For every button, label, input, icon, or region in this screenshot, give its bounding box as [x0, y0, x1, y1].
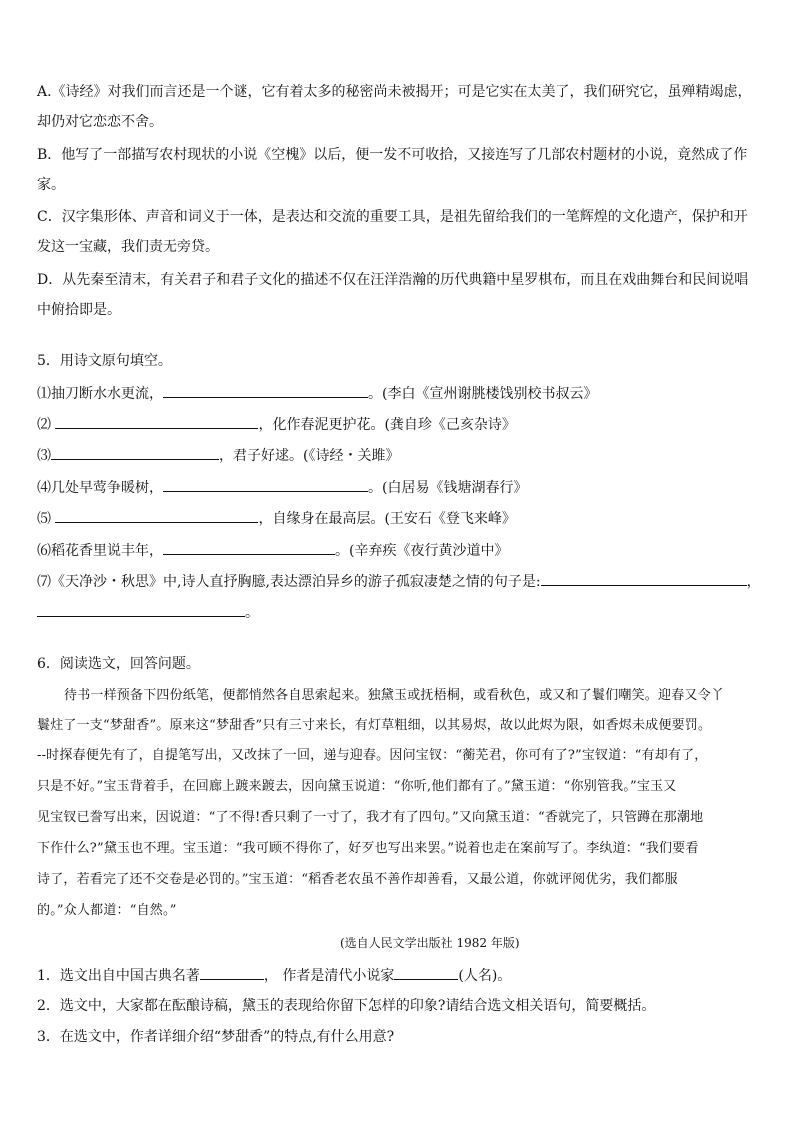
q5-item-4-pre: ⑷几处早莺争暖树，	[37, 480, 163, 496]
q5-item-2-pre: ⑵	[37, 417, 51, 433]
q6-passage-line1: 待书一样预备下四份纸笔，便都悄然各自思索起来。独黛玉或抚梧桐，或看秋色，或又和了鬟们嘲笑。迎春又令丫	[64, 688, 725, 703]
q6-sub1-b: ， 作者是清代小说家	[263, 968, 395, 984]
q6-sub1	[37, 965, 762, 986]
q5-item-5-pre: ⑸	[37, 511, 51, 527]
q6-passage-line2: 鬟炷了一支“梦甜香”。原来这“梦甜香”只有三寸来长，有灯草粗细，以其易烬，故以此烬为限，如香烬未成便要罚。	[37, 718, 712, 733]
q5-blank-7a[interactable]	[541, 571, 747, 586]
q5-blank-1[interactable]	[163, 383, 368, 398]
q6-passage-line5: 见宝钗已誊写出来，因说道：“了不得!香只剩了一寸了，我才有了四句。”又向黛玉道：“香就完了，只管蹲在那潮地	[37, 810, 704, 825]
q5-item-7-comma: ，	[746, 574, 761, 590]
option-a-line1: A.《诗经》对我们而言还是一个谜，它有着太多的秘密尚未被揭开；可是它实在太美了，我们研究它，虽殚精竭虑，	[37, 84, 752, 100]
q5-item-3-post: ，君子好逑。(《诗经・关雎》	[219, 448, 400, 464]
q5-item-1	[37, 383, 762, 404]
q5-blank-3[interactable]	[51, 445, 219, 460]
option-a-line2: 却仍对它恋恋不舍。	[37, 114, 163, 130]
q5-item-5	[37, 508, 762, 529]
q6-passage-line4: 只是不好。”宝玉背着手，在回廊上踱来踱去，因向黛玉说道：“你听,他们都有了。”黛玉道：“你别管我。”宝玉又	[37, 779, 677, 794]
q6-blank-author[interactable]	[394, 965, 458, 980]
option-d-line2: 中俯拾即是。	[37, 302, 121, 318]
q5-item-3-pre: ⑶	[37, 448, 51, 464]
q5-item-6-pre: ⑹稻花香里说丰年，	[37, 543, 163, 559]
q6-sub1-a: 1．选文出自中国古典名著	[37, 968, 200, 984]
q6-passage-line7: 诗了，若看完了还不交卷是必罚的。”宝玉道：“稻香老农虽不善作却善看，又最公道，你就评阅优劣，我们都服	[37, 872, 678, 887]
q5-blank-2[interactable]	[55, 414, 258, 429]
option-b-line1: B．他写了一部描写农村现状的小说《空槐》以后，便一发不可收拾，又接连写了几部农村题材的小说，竟然成了作	[37, 147, 748, 163]
q5-item-7-pre: ⑺《天净沙・秋思》中,诗人直抒胸臆,表达漂泊异乡的游子孤寂凄楚之情的句子是:	[37, 574, 541, 590]
q6-blank-book[interactable]	[200, 965, 264, 980]
q5-item-6-post: 。(辛弃疾《夜行黄沙道中》	[335, 543, 509, 559]
q5-item-7-end: 。	[245, 605, 259, 621]
q6-passage-line6: 下作什么?”黛玉也不理。宝玉道：“我可顾不得你了，好歹也写出来罢。”说着也走在案前写了。李纨道：“我们要看	[37, 841, 699, 856]
q5-blank-4[interactable]	[163, 477, 368, 492]
q5-blank-5[interactable]	[55, 508, 258, 523]
q5-title: 5．用诗文原句填空。	[37, 353, 172, 369]
q5-item-7-cont	[37, 602, 762, 623]
q5-item-2-post: ，化作春泥更护花。(龚自珍《己亥杂诗》	[258, 417, 516, 433]
q5-item-4	[37, 477, 762, 498]
q5-item-2	[37, 414, 762, 435]
q6-sub2: 2．选文中，大家都在酝酿诗稿，黛玉的表现给你留下怎样的印象?请结合选文相关语句，简要概括。	[37, 998, 656, 1014]
q6-passage-line3: --时探春便先有了，自提笔写出，又改抹了一回，递与迎春。因问宝钗：“蘅芜君，你可有了?”宝钗道：“有却有了，	[37, 748, 708, 763]
option-d-line1: D．从先秦至清末，有关君子和君子文化的描述不仅在汪洋浩瀚的历代典籍中星罗棋布，而且在戏曲舞台和民间说唱	[37, 272, 749, 288]
option-c-line2: 发这一宝藏，我们责无旁贷。	[37, 239, 219, 255]
q5-item-4-post: 。(白居易《钱塘湖春行》	[368, 480, 528, 496]
option-c-line1: C．汉字集形体、声音和词义于一体，是表达和交流的重要工具，是祖先留给我们的一笔辉煌的文化遗产，保护和开	[37, 209, 748, 225]
q6-sub3: 3．在选文中，作者详细介绍“梦甜香”的特点,有什么用意?	[37, 1029, 395, 1045]
q6-passage-line8: 的。”众人都道：“自然。”	[37, 903, 177, 918]
q5-item-5-post: ，自缘身在最高层。(王安石《登飞来峰》	[258, 511, 516, 527]
q5-item-3	[37, 445, 762, 466]
q5-item-1-pre: ⑴抽刀断水水更流，	[37, 386, 163, 402]
q5-item-7	[37, 571, 762, 592]
q5-item-1-post: 。(李白《宣州谢朓楼饯别校书叔云》	[368, 386, 598, 402]
q5-blank-6[interactable]	[163, 540, 335, 555]
q6-sub1-c: (人名)。	[458, 968, 512, 984]
q6-title: 6．阅读选文，回答问题。	[37, 656, 200, 672]
q6-source: (选自人民文学出版社 1982 年版)	[340, 936, 520, 950]
q5-blank-7b[interactable]	[37, 602, 245, 617]
q5-item-6	[37, 540, 762, 561]
option-b-line2: 家。	[37, 177, 65, 193]
